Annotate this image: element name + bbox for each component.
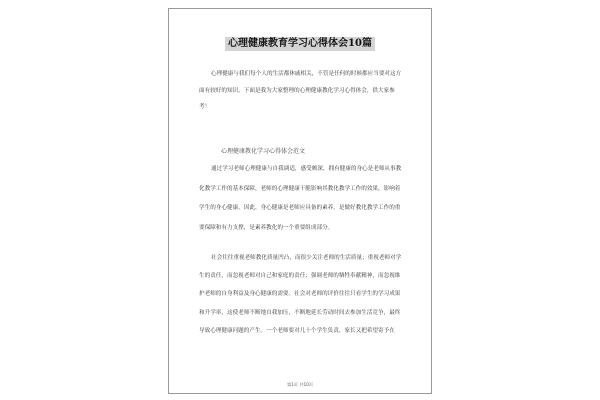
document-title: 心理健康教育学习心得体会10篇 (228, 38, 372, 49)
section-heading: 心理健康教化学习心得体会范文 (221, 148, 306, 155)
body-paragraph-2 (199, 249, 405, 340)
body-paragraph-1 (199, 160, 405, 238)
title-highlight (225, 37, 375, 51)
intro-text: 心理健康与我们每个人的生活都休戚相关，不管是任何的时候都应当要对这方面有较好的知识，下面是我为大家整理的心理健康教化学习心得体会，供大家参考！ (199, 71, 402, 110)
page-footer: 第1页 共10页 (286, 382, 314, 387)
intro-paragraph (199, 66, 405, 116)
paragraph-text-2: 社会往往重视老师教化质量凹凸，而很少关注老师的生活质量；重视老师对学生的责任，而忽视老师对自己和家庭的责任；强调老师的牺牲奉献精神，而忽视维护老师的自身利益及身心健康的需要。社会对老师的评价往往只看学生的学习成果和升学率，这使老师不断地自我加压，不断地延长劳动时间去参加生活竞争，最终导致心理健康问题的产生。一个老师要对几十个学生负责，家长又把希望寄予在 (199, 255, 402, 334)
document-page (168, 8, 432, 394)
paragraph-text-1: 通过学习老师心理健康与自我调适，感受颇深，拥有健康的身心是老师从事教化教学工作的基本保障，老师的心理健康干脆影响其教化教学工作的效果，影响着学生的身心健康，因此，身心健康是老师应具备的素养，是做好教化教学工作的重要保障和有力支撑，是素养教化的一个重要组成部分。 (199, 166, 402, 231)
